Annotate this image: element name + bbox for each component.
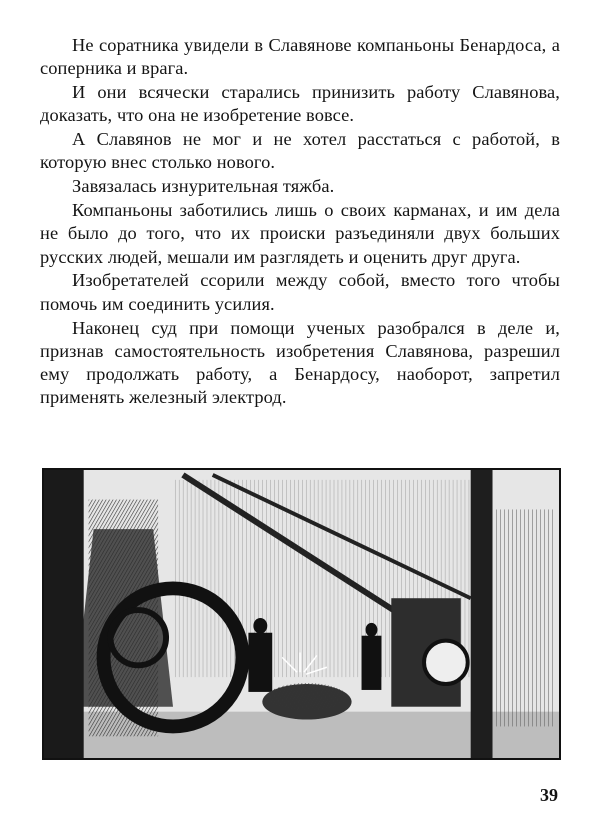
body-text — [40, 34, 560, 410]
workshop-illustration — [42, 468, 561, 760]
paragraph-6: Изобретателей ссорили между собой, вместо того чтобы помочь им соединить усилия. — [40, 270, 560, 314]
window-grid — [495, 509, 555, 726]
paragraph-2: И они всячески старались принизить работу Славянова, доказать, что она не изобретение вовсе. — [40, 82, 560, 126]
worker-welder — [248, 633, 272, 692]
worker-second — [362, 636, 382, 690]
left-pillar — [44, 470, 84, 758]
paragraph-7: Наконец суд при помощи ученых разобрался в деле и, признав самостоятельность изобретения Славянова, разрешил ему продолжать работу, а Бенардосу, наоборот, запретил применять железный электрод. — [40, 317, 560, 408]
factory-engraving — [44, 470, 559, 758]
page-number: 39 — [540, 785, 558, 805]
paragraph-4: Завязалась изнурительная тяжба. — [72, 176, 335, 197]
paragraph-5: Компаньоны заботились лишь о своих карманах, и им дела не было до того, что их происки разъединяли двух больших русских людей, мешали им разглядеть и оценить друг друга. — [40, 200, 560, 267]
right-pillar — [471, 470, 493, 758]
paragraph-3: А Славянов не мог и не хотел расстаться с работой, в которую внес столько нового. — [40, 129, 560, 173]
paragraph-1: Не соратника увидели в Славянове компаньоны Бенардоса, а соперника и врага. — [40, 35, 560, 79]
